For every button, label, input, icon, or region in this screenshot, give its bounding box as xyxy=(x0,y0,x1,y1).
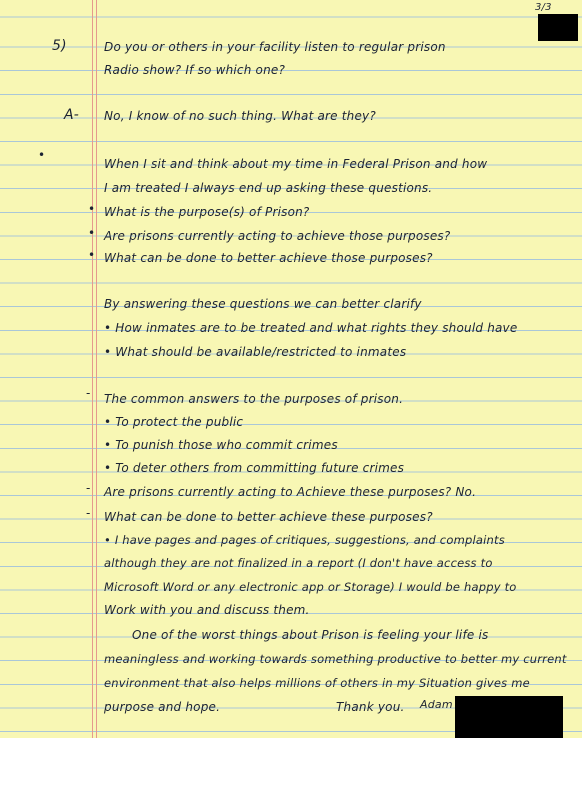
acting-line: Are prisons currently acting to Achieve these purposes? No. xyxy=(104,485,477,499)
question-item: What is the purpose(s) of Prison? xyxy=(104,205,310,219)
margin-bullet: • xyxy=(88,248,96,262)
closing-line: environment that also helps millions of others in my Situation gives me xyxy=(104,676,530,690)
clarify-item: • How inmates are to be treated and what rights they should have xyxy=(104,321,518,335)
intro-line: When I sit and think about my time in Federal Prison and how xyxy=(104,157,488,171)
clarify-line: By answering these questions we can better clarify xyxy=(104,297,422,311)
closing-line: One of the worst things about Prison is feeling your life is xyxy=(132,628,489,642)
margin-line xyxy=(96,0,97,738)
answer-prefix: A- xyxy=(64,107,80,123)
question-item: What can be done to better achieve those purposes? xyxy=(104,251,433,265)
common-item: • To protect the public xyxy=(104,415,244,429)
margin-bullet: • xyxy=(88,226,96,240)
pages-line: • I have pages and pages of critiques, suggestions, and complaints xyxy=(104,533,505,547)
margin-line xyxy=(92,0,93,738)
sign-off: Thank you. xyxy=(336,700,405,714)
margin-bullet: • xyxy=(88,202,96,216)
question-line: Do you or others in your facility listen to regular prison xyxy=(104,40,446,54)
question-line: Radio show? If so which one? xyxy=(104,63,286,77)
question-item: Are prisons currently acting to achieve those purposes? xyxy=(104,229,451,243)
pages-line: Microsoft Word or any electronic app or Storage) I would be happy to xyxy=(104,580,517,594)
intro-line: I am treated I always end up asking these questions. xyxy=(104,181,433,195)
margin-dash: - xyxy=(86,506,91,520)
redaction-box xyxy=(538,14,578,41)
answer-line: No, I know of no such thing. What are they? xyxy=(104,109,376,123)
pages-line: although they are not finalized in a report (I don't have access to xyxy=(104,556,493,570)
margin-dash: - xyxy=(86,386,91,400)
common-item: • To punish those who commit crimes xyxy=(104,438,338,452)
margin-bullet: • xyxy=(38,148,46,162)
redaction-box xyxy=(455,696,563,738)
signature-name: Adam xyxy=(420,698,453,711)
common-header: The common answers to the purposes of prison. xyxy=(104,392,404,406)
pages-line: Work with you and discuss them. xyxy=(104,603,310,617)
margin-dash: - xyxy=(86,481,91,495)
closing-line: purpose and hope. xyxy=(104,700,221,714)
clarify-item: • What should be available/restricted to inmates xyxy=(104,345,407,359)
page-number: 3/3 xyxy=(535,2,552,13)
better-line: What can be done to better achieve these purposes? xyxy=(104,510,433,524)
common-item: • To deter others from committing future crimes xyxy=(104,461,405,475)
closing-line: meaningless and working towards something productive to better my current xyxy=(104,652,567,666)
question-number: 5) xyxy=(52,38,67,54)
